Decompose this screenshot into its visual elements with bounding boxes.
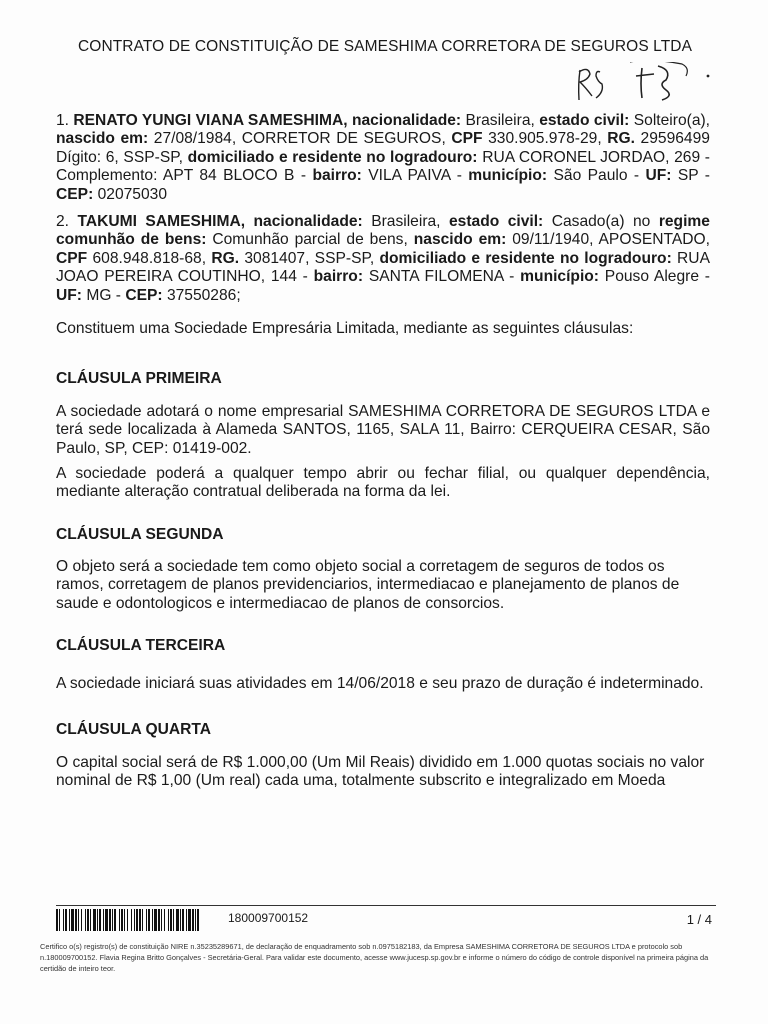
clause-1-paragraph: A sociedade adotará o nome empresarial SAMESHIMA CORRETORA DE SEGUROS LTDA e terá sede localizada à Alameda SANTOS, 1165, SALA 11, Bairro: CERQUEIRA CESAR, São Paulo, SP, CEP: 01419-002. bbox=[56, 403, 710, 457]
clause-4-heading: CLÁUSULA QUARTA bbox=[56, 721, 212, 738]
handwritten-initials bbox=[570, 62, 730, 104]
clause-1-paragraph: A sociedade poderá a qualquer tempo abrir ou fechar filial, ou qualquer dependência, mediante alteração contratual deliberada na forma da lei. bbox=[56, 465, 710, 501]
page-title: CONTRATO DE CONSTITUIÇÃO DE SAMESHIMA CORRETORA DE SEGUROS LTDA bbox=[78, 38, 693, 55]
clause-2-paragraph: O objeto será a sociedade tem como objeto social a corretagem de seguros de todos os ramos, corretagem de planos previdenciarios, intermediacao e planejamento de planos de saude e odontologicos e intermediacao de planos de consorcios. bbox=[56, 558, 680, 612]
party-2-qualification: 2. TAKUMI SAMESHIMA, nacionalidade: Brasileira, estado civil: Casado(a) no regime comunhão de bens: Comunhão parcial de bens, nascido em: 09/11/1940, APOSENTADO, CPF 608.948.818-68, RG. 3081407, SSP-SP, domiciliado e residente no logradouro: RUA JOAO PEREIRA COUTINHO, 144 - bairro: SANTA FILOMENA - município: Pouso Alegre - UF: MG - CEP: 37550286; bbox=[56, 213, 711, 304]
clause-1-heading: CLÁUSULA PRIMEIRA bbox=[56, 370, 222, 387]
barcode bbox=[56, 909, 200, 931]
clause-2-heading: CLÁUSULA SEGUNDA bbox=[56, 526, 224, 543]
page-number: 1 / 4 bbox=[686, 912, 712, 927]
footer-divider bbox=[56, 905, 716, 906]
intro-paragraph: Constituem uma Sociedade Empresária Limitada, mediante as seguintes cláusulas: bbox=[56, 320, 634, 337]
clause-4-paragraph: O capital social será de R$ 1.000,00 (Um Mil Reais) dividido em 1.000 quotas sociais no valor nominal de R$ 1,00 (Um real) cada uma, totalmente subscrito e integralizado em Moeda bbox=[56, 754, 705, 790]
certificate-note: Certifico o(s) registro(s) de constituição NIRE n.35235289671, de declaração de enquadramento sob n.0975182183, da Empresa SAMESHIMA CORRETORA DE SEGUROS LTDA e protocolo sob n.180009700152. Flavia Regina Britto Gonçalves - Secretária-Geral. Para validar este documento, acesse www.jucesp.sp.gov.br e informe o número do código de controle disponível na primeira página da certidão de inteiro teor. bbox=[40, 942, 709, 973]
clause-3-heading: CLÁUSULA TERCEIRA bbox=[56, 637, 226, 654]
party-1-qualification: 1. RENATO YUNGI VIANA SAMESHIMA, nacionalidade: Brasileira, estado civil: Solteiro(a), nascido em: 27/08/1984, CORRETOR DE SEGUROS, CPF 330.905.978-29, RG. 29596499 Dígito: 6, SSP-SP, domiciliado e residente no logradouro: RUA CORONEL JORDAO, 269 - Complemento: APT 84 BLOCO B - bairro: VILA PAIVA - município: São Paulo - UF: SP - CEP: 02075030 bbox=[56, 112, 711, 203]
protocol-number: 180009700152 bbox=[228, 911, 309, 925]
clause-3-paragraph: A sociedade iniciará suas atividades em 14/06/2018 e seu prazo de duração é indeterminado. bbox=[56, 675, 704, 692]
